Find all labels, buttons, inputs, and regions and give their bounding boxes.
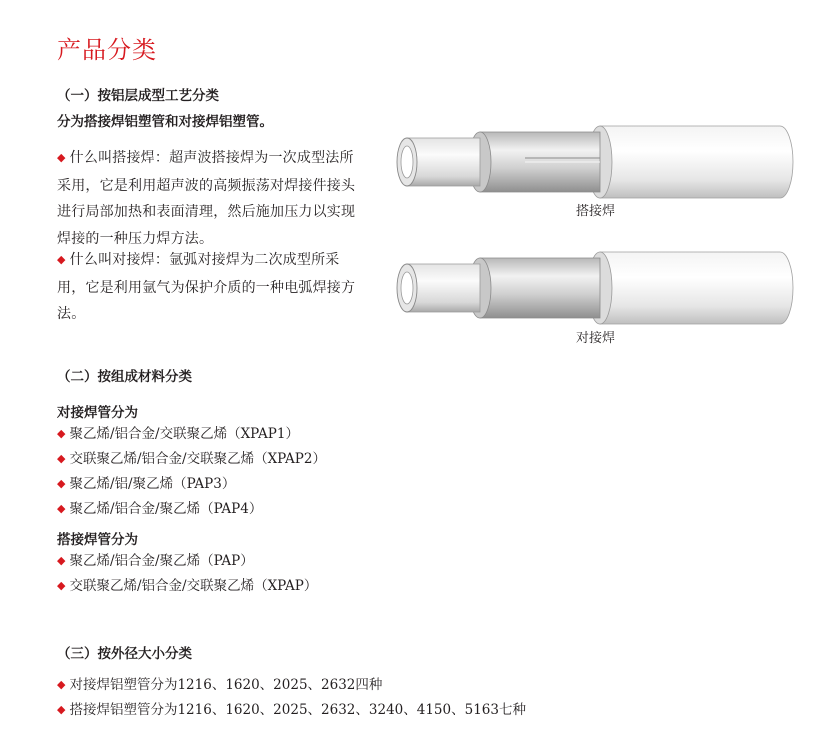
list-item: ◆ 对接焊铝塑管分为1216、1620、2025、2632四种 — [57, 677, 383, 693]
section1-subheading: 分为搭接焊铝塑管和对接焊铝塑管。 — [57, 114, 273, 130]
size-list — [57, 673, 526, 723]
list-item: ◆ 交联聚乙烯/铝合金/交联聚乙烯（XPAP） — [57, 578, 318, 594]
section3-heading: （三）按外径大小分类 — [57, 646, 192, 662]
butt-weld-pipe-illustration — [385, 244, 805, 334]
red-diamond-icon: ◆ — [57, 703, 66, 716]
butt-weld-caption: 对接焊 — [576, 331, 616, 346]
butt-group-list — [57, 422, 326, 522]
lap-weld-paragraph — [57, 145, 357, 252]
red-diamond-icon: ◆ — [57, 502, 66, 515]
butt-group-title: 对接焊管分为 — [57, 405, 138, 421]
list-item: ◆ 聚乙烯/铝合金/聚乙烯（PAP） — [57, 553, 254, 569]
lap-weld-caption: 搭接焊 — [576, 204, 616, 219]
list-item: ◆ 搭接焊铝塑管分为1216、1620、2025、2632、3240、4150、5163七种 — [57, 702, 526, 718]
section2-heading: （二）按组成材料分类 — [57, 369, 192, 385]
red-diamond-icon: ◆ — [57, 554, 66, 567]
list-item: ◆ 聚乙烯/铝合金/聚乙烯（PAP4） — [57, 501, 263, 517]
lap-weld-term: 什么叫搭接焊： — [69, 150, 170, 166]
list-item: ◆ 聚乙烯/铝/聚乙烯（PAP3） — [57, 476, 236, 492]
red-diamond-icon: ◆ — [57, 427, 66, 440]
list-item: ◆ 交联聚乙烯/铝合金/交联聚乙烯（XPAP2） — [57, 451, 326, 467]
red-diamond-icon: ◆ — [57, 579, 66, 592]
lap-group-title: 搭接焊管分为 — [57, 532, 138, 548]
list-item: ◆ 聚乙烯/铝合金/交联聚乙烯（XPAP1） — [57, 426, 299, 442]
lap-group-list — [57, 549, 317, 599]
section1-heading: （一）按铝层成型工艺分类 — [57, 88, 219, 104]
red-diamond-icon: ◆ — [57, 151, 66, 164]
red-diamond-icon: ◆ — [57, 477, 66, 490]
red-diamond-icon: ◆ — [57, 678, 66, 691]
red-diamond-icon: ◆ — [57, 452, 66, 465]
butt-weld-desc: 氩弧对接焊为二次成型所采用，它是利用氩气为保护介质的一种电弧焊接方法。 — [57, 252, 356, 322]
lap-weld-desc: 超声波搭接焊为一次成型法所采用，它是利用超声波的高频振荡对焊接件接头进行局部加热和表面清理，然后施加压力以实现焊接的一种压力焊方法。 — [57, 150, 356, 247]
red-diamond-icon: ◆ — [57, 253, 66, 266]
page-title: 产品分类 — [57, 36, 157, 64]
butt-weld-paragraph — [57, 247, 357, 328]
butt-weld-term: 什么叫对接焊： — [69, 252, 170, 268]
lap-weld-pipe-illustration — [385, 118, 805, 208]
